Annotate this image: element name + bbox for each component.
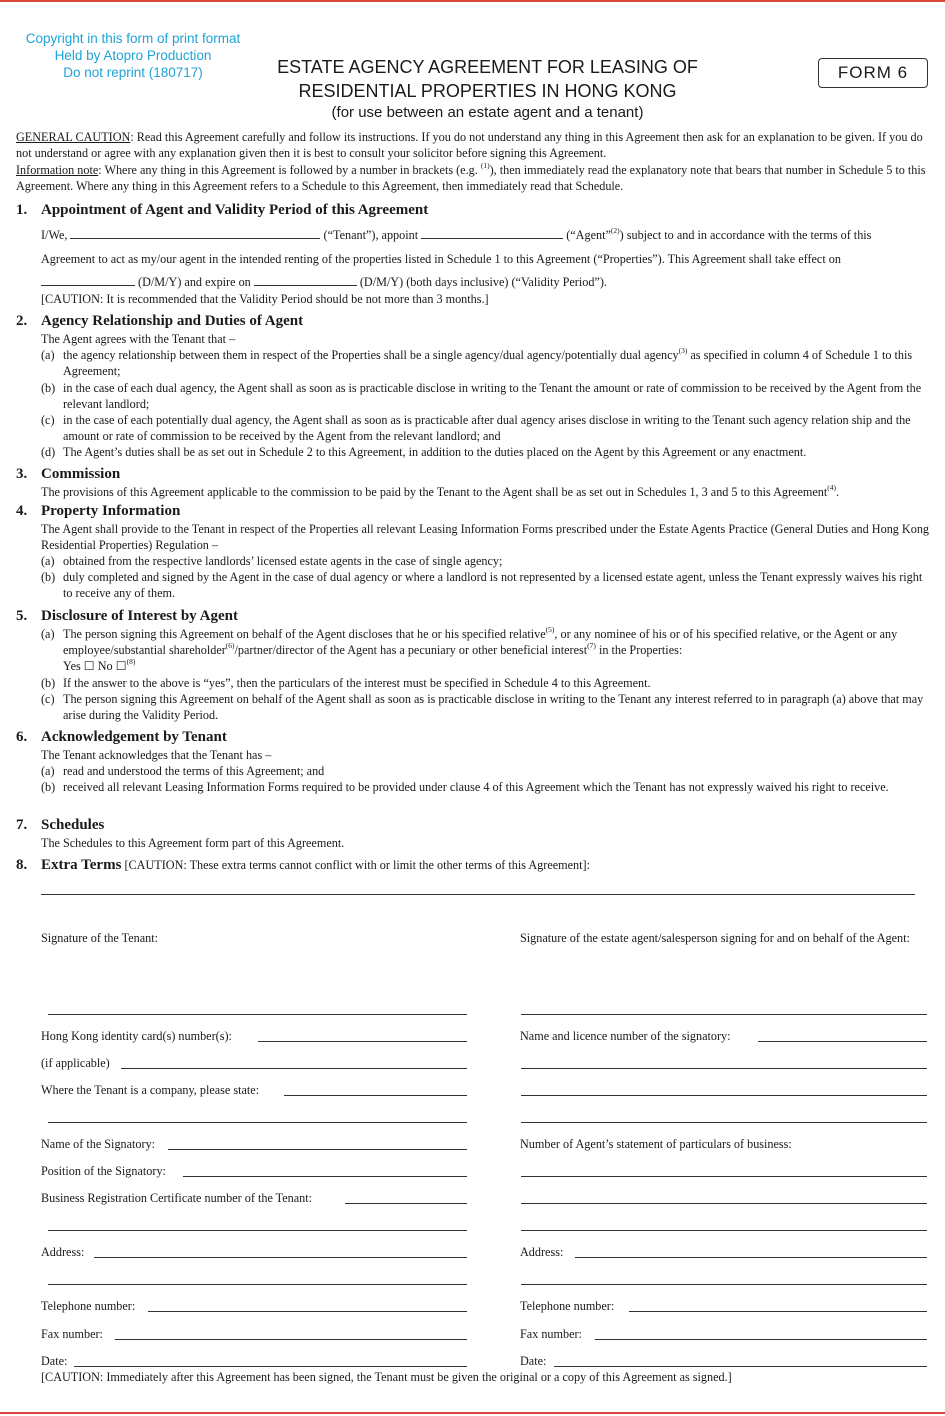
item-label: (a) (41, 764, 55, 778)
footnote-ref: (3) (678, 346, 688, 355)
section-4-intro: The Agent shall provide to the Tenant in respect of the Properties all relevant Leasing Information Forms prescribed under the Estate Agents Practice (General Duties and Hong Kong Residential Properties) Regulation – (41, 522, 930, 552)
text: I/We, (41, 228, 68, 242)
section-number: 1. (16, 202, 28, 218)
brc-field-2[interactable] (48, 1230, 467, 1231)
extra-terms-field[interactable] (41, 894, 915, 895)
section-6-item-a (41, 763, 931, 779)
section-number: 2. (16, 313, 28, 329)
footnote-ref: (6) (225, 641, 235, 650)
info-label: Information note (16, 163, 99, 177)
footnote-ref: (5) (545, 625, 555, 634)
tenant-signature-label: Signature of the Tenant: (41, 931, 159, 945)
section-title: Commission (41, 466, 121, 482)
hkid-label: Hong Kong identity card(s) number(s): (41, 1029, 232, 1043)
agent-blank-field-2[interactable] (521, 1122, 927, 1123)
item-text: The Agent’s duties shall be as set out in Schedule 2 to this Agreement, in addition to the duties placed on the Agent by this Agreement or any enactment. (63, 445, 807, 459)
yes-no-checkboxes[interactable] (63, 658, 363, 674)
section-title: Acknowledgement by Tenant (41, 729, 227, 745)
caution-label: GENERAL CAUTION (16, 130, 131, 144)
company-label: Where the Tenant is a company, please state: (41, 1083, 260, 1097)
footnote-ref: (1) (480, 161, 490, 170)
agent-fax-field[interactable] (595, 1339, 927, 1340)
section-6-item-b (41, 779, 931, 795)
section-6-intro: The Tenant acknowledges that the Tenant has – (41, 748, 272, 762)
agent-telephone-field[interactable] (629, 1311, 927, 1312)
section-1-line-2: Agreement to act as my/our agent in the intended renting of the properties listed in Schedule 1 to this Agreement (“Properties”). This Agreement shall take effect on (41, 252, 841, 266)
tenant-fax-field[interactable] (115, 1339, 467, 1340)
section-5-item-c (41, 691, 931, 723)
section-number: 4. (16, 503, 28, 519)
document-title (270, 55, 705, 123)
text: (“Tenant”), appoint (323, 228, 419, 242)
item-text: The person signing this Agreement on behalf of the Agent discloses that he or his specified relative (63, 627, 546, 641)
section-2-item-b (41, 380, 931, 412)
copyright-line: Copyright in this form of print format (25, 31, 241, 46)
agent-address-field[interactable] (575, 1257, 927, 1258)
item-text: /partner/director of the Agent has a pecuniary or other beneficial interest (234, 643, 588, 657)
final-caution: [CAUTION: Immediately after this Agreement has been signed, the Tenant must be given the original or a copy of this Agreement as signed.] (41, 1370, 732, 1384)
tenant-address-field-2[interactable] (48, 1284, 467, 1285)
section-title: Agency Relationship and Duties of Agent (41, 313, 304, 329)
section-title: Property Information (41, 503, 181, 519)
section-4-heading (16, 502, 180, 520)
section-4-item-a (41, 553, 931, 569)
agent-signature-field[interactable] (521, 1014, 927, 1015)
section-1-heading (16, 201, 428, 219)
item-label: (d) (41, 445, 56, 459)
item-text: If the answer to the above is “yes”, then the particulars of the interest must be specified in Schedule 4 to this Agreement. (63, 676, 651, 690)
name-licence-field[interactable] (758, 1041, 927, 1042)
item-text: received all relevant Leasing Information Forms required to be provided under clause 4 of this Agreement which the Tenant has not expressly waived his right to receive. (63, 780, 889, 794)
title-line: ESTATE AGENCY AGREEMENT FOR LEASING OF (277, 57, 698, 77)
text: The provisions of this Agreement applicable to the commission to be paid by the Tenant to the Agent shall be as set out in Schedules 1, 3 and 5 to this Agreement (41, 485, 828, 499)
section-title: Appointment of Agent and Validity Period of this Agreement (41, 202, 429, 218)
item-text: as specified in column 4 of Schedule 1 to this Agreement; (63, 348, 913, 378)
agent-name-field[interactable] (421, 227, 563, 239)
item-text: in the case of each potentially dual agency, the Agent shall as soon as is practicable after dual agency arises disclose in writing to the Tenant such agency relation ship and the amount or rate of commission to be received by the Agent from the relevant landlord; and (63, 413, 911, 443)
section-2-heading (16, 312, 303, 330)
tenant-address-field[interactable] (94, 1257, 467, 1258)
section-2-item-a (41, 347, 931, 379)
brc-label: Business Registration Certificate number of the Tenant: (41, 1191, 313, 1205)
item-label: (a) (41, 348, 55, 362)
tenant-name-field[interactable] (70, 227, 320, 239)
tenant-telephone-label: Telephone number: (41, 1299, 136, 1313)
text: (D/M/Y) and expire on (138, 275, 251, 289)
text: . (835, 485, 840, 499)
section-1-line-1 (41, 227, 931, 243)
general-caution (16, 129, 931, 161)
tenant-address-label: Address: (41, 1245, 85, 1259)
section-2-item-d (41, 444, 931, 460)
item-label: (b) (41, 780, 56, 794)
item-label: (a) (41, 627, 55, 641)
signatory-name-label: Name of the Signatory: (41, 1137, 156, 1151)
agent-date-label: Date: (520, 1354, 547, 1368)
footnote-ref: (2) (610, 226, 620, 235)
name-licence-label: Name and licence number of the signatory: (520, 1029, 731, 1043)
item-text: in the case of each dual agency, the Agent shall as soon as is practicable disclose in writing to the Tenant the amount or rate of commission to be received by the Agent from the relevant landlord; (63, 381, 922, 411)
tenant-signature-field[interactable] (48, 1014, 467, 1015)
item-text: in the Properties: (595, 643, 683, 657)
item-label: (b) (41, 676, 56, 690)
section-2-intro: The Agent agrees with the Tenant that – (41, 332, 236, 346)
tenant-fax-label: Fax number: (41, 1327, 103, 1341)
item-text: , or any nominee of his or of his specified relative, or the Agent or any employee/substantial shareholder (63, 627, 898, 657)
section-5-heading (16, 607, 238, 625)
item-text: read and understood the terms of this Agreement; and (63, 764, 325, 778)
tenant-date-field[interactable] (74, 1366, 467, 1367)
section-4-item-b (41, 569, 931, 601)
caution-text: : Read this Agreement carefully and follow its instructions. If you do not understand any thing in this Agreement then ask for an explanation to be given. If you do not understand or agree with any explanation given then it is best to consult your solicitor before signing this Agreement. (16, 130, 923, 160)
form-number-badge: FORM 6 (818, 58, 928, 88)
item-label: (b) (41, 570, 56, 584)
text: ) subject to and in accordance with the terms of this (619, 228, 872, 242)
item-text: duly completed and signed by the Agent in the case of dual agency or where a landlord is not represented by a licensed estate agent, unless the Tenant expressly waives his right to receive any of them. (63, 570, 923, 600)
copyright-line: Do not reprint (180717) (63, 65, 203, 80)
item-text: the agency relationship between them in respect of the Properties shall be a single agency/dual agency/potentially dual agency (63, 348, 679, 362)
section-number: 8. (16, 857, 28, 873)
section-number: 6. (16, 729, 28, 745)
copyright-notice (14, 30, 252, 81)
text: (“Agent” (566, 228, 611, 242)
statement-number-field[interactable] (521, 1176, 927, 1177)
if-applicable-label: (if applicable) (41, 1056, 110, 1070)
tenant-date-label: Date: (41, 1354, 68, 1368)
agent-address-label: Address: (520, 1245, 564, 1259)
section-number: 3. (16, 466, 28, 482)
section-5-item-a (41, 626, 931, 658)
section-8-caution: [CAUTION: These extra terms cannot conflict with or limit the other terms of this Agreement]: (121, 858, 590, 872)
section-6-heading (16, 728, 227, 746)
yes-no-checkbox-label[interactable]: Yes ☐ No ☐ (63, 659, 127, 673)
agent-fax-label: Fax number: (520, 1327, 582, 1341)
footnote-ref: (7) (587, 641, 596, 650)
section-number: 7. (16, 817, 28, 833)
section-2-item-c (41, 412, 931, 444)
signatory-position-field[interactable] (183, 1176, 467, 1177)
section-3-heading (16, 465, 120, 483)
item-label: (b) (41, 381, 56, 395)
section-7-heading (16, 816, 104, 834)
item-label: (c) (41, 413, 55, 427)
company-field-2[interactable] (48, 1122, 467, 1123)
end-date-field[interactable] (254, 274, 357, 286)
item-text: obtained from the respective landlords’ licensed estate agents in the case of single agency; (63, 554, 503, 568)
info-text: : Where any thing in this Agreement is followed by a number in brackets (e.g. (98, 163, 481, 177)
hkid-field[interactable] (258, 1041, 467, 1042)
title-line: RESIDENTIAL PROPERTIES IN HONG KONG (298, 81, 677, 101)
text: (D/M/Y) (both days inclusive) (“Validity Period”). (359, 275, 607, 289)
footnote-ref: (4) (827, 483, 836, 492)
information-note (16, 162, 931, 194)
copyright-line: Held by Atopro Production (54, 48, 212, 63)
agent-signature-label: Signature of the estate agent/salesperson signing for and on behalf of the Agent: (520, 931, 910, 945)
tenant-telephone-field[interactable] (148, 1311, 467, 1312)
footnote-ref: (8) (126, 657, 136, 666)
agent-blank-field[interactable] (521, 1095, 927, 1096)
statement-number-field-2[interactable] (521, 1203, 927, 1204)
section-title: Extra Terms (41, 857, 122, 873)
section-title: Schedules (41, 817, 105, 833)
statement-number-field-3[interactable] (521, 1230, 927, 1231)
signatory-name-field[interactable] (168, 1149, 467, 1150)
section-5-item-b (41, 675, 931, 691)
section-title: Disclosure of Interest by Agent (41, 608, 238, 624)
signatory-position-label: Position of the Signatory: (41, 1164, 166, 1178)
section-1-line-3 (41, 274, 931, 290)
agent-date-field[interactable] (554, 1366, 927, 1367)
section-7-text: The Schedules to this Agreement form part of this Agreement. (41, 836, 345, 850)
agent-address-field-2[interactable] (521, 1284, 927, 1285)
hkid-field-2[interactable] (121, 1068, 467, 1069)
section-8-heading (16, 856, 590, 874)
statement-number-label: Number of Agent’s statement of particulars of business: (520, 1137, 792, 1151)
section-number: 5. (16, 608, 28, 624)
agent-telephone-label: Telephone number: (520, 1299, 615, 1313)
item-text: The person signing this Agreement on behalf of the Agent shall as soon as is practicable disclose in writing to the Tenant any interest referred to in paragraph (a) above that may arise during the Validity Period. (63, 692, 924, 722)
bottom-border (0, 1412, 945, 1414)
brc-field[interactable] (345, 1203, 467, 1204)
title-subtitle: (for use between an estate agent and a tenant) (331, 104, 644, 121)
company-field[interactable] (284, 1095, 467, 1096)
start-date-field[interactable] (41, 274, 135, 286)
item-label: (c) (41, 692, 55, 706)
item-label: (a) (41, 554, 55, 568)
name-licence-field-2[interactable] (521, 1068, 927, 1069)
info-text: ), then immediately read the explanatory note that bears that number in Schedule 5 to this Agreement. Where any thing in this Agreement refers to a Schedule to this Agreement, then immediately read that Schedule. (16, 163, 926, 193)
top-border (0, 0, 945, 2)
section-3-text (41, 484, 931, 500)
section-1-caution: [CAUTION: It is recommended that the Validity Period should be not more than 3 months.] (41, 292, 489, 306)
